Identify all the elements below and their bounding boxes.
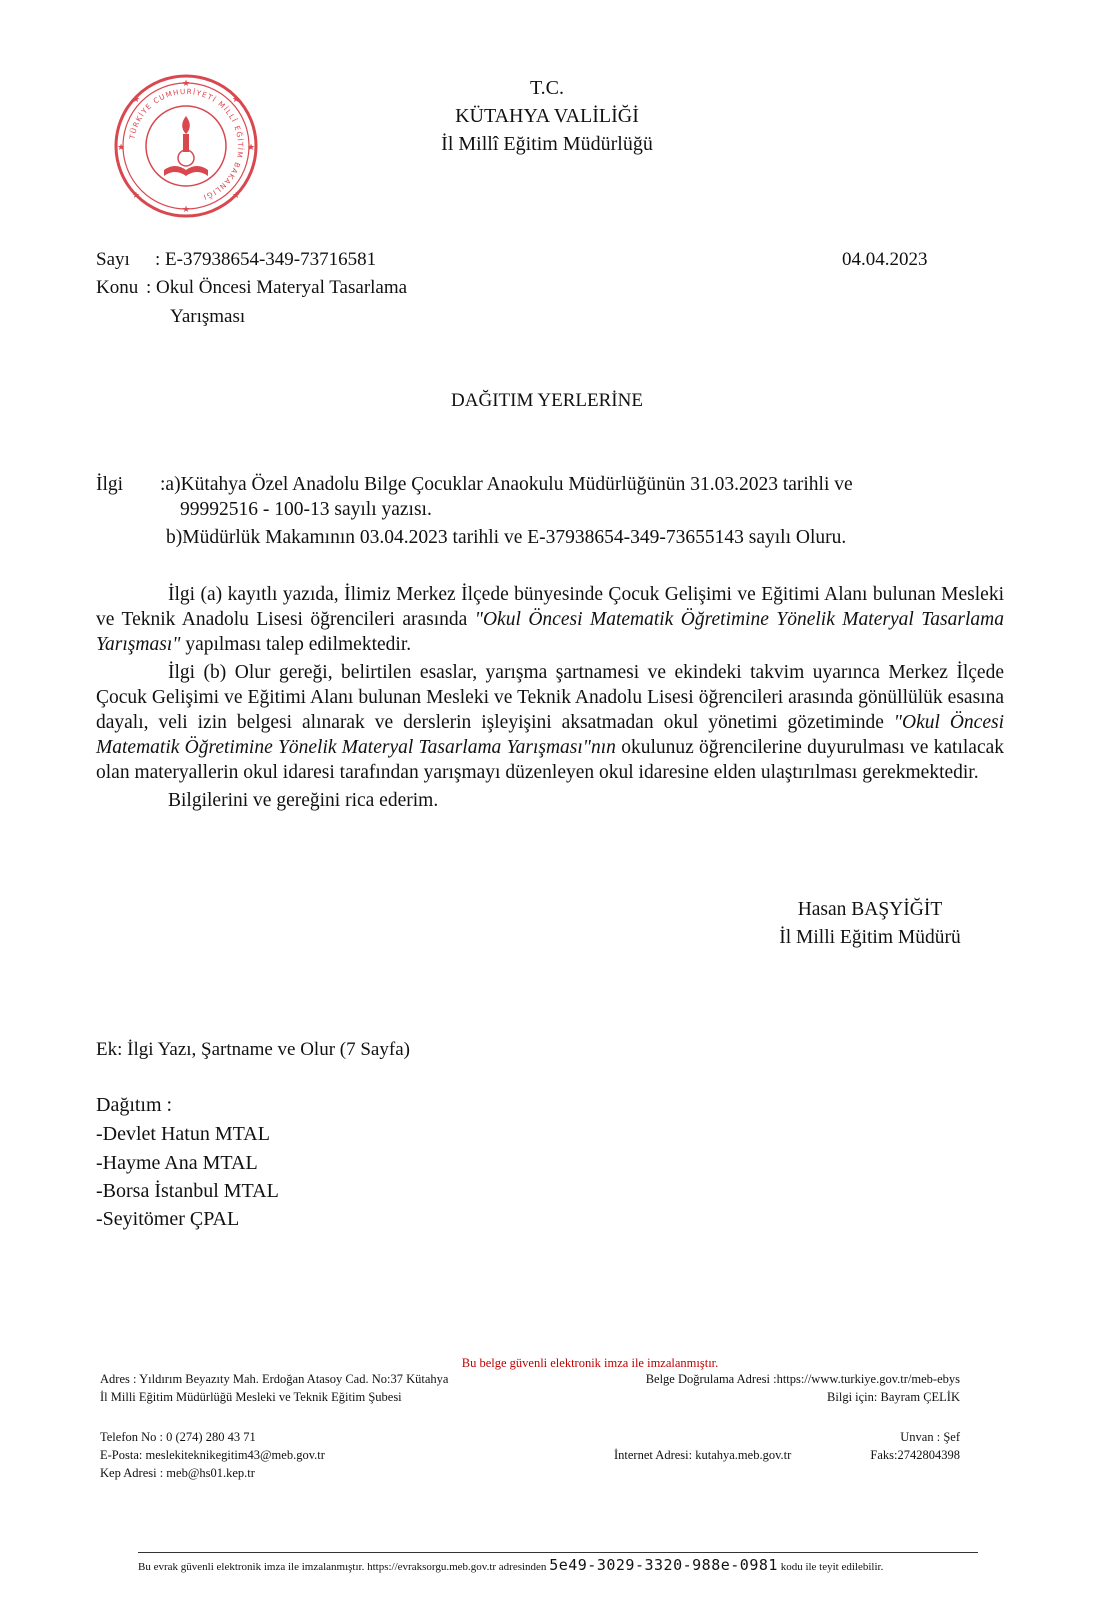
letter-body	[96, 582, 1004, 813]
svg-text:★: ★	[132, 95, 141, 105]
signatory-title: İl Milli Eğitim Müdürü	[779, 927, 961, 948]
header-tc: T.C.	[529, 77, 565, 99]
recipient-heading: DAĞITIM YERLERİNE	[451, 390, 643, 411]
sayi-value: : E-37938654-349-73716581	[155, 249, 377, 270]
seal-text: TÜRKİYE CUMHURİYETİ MİLLÎ EĞİTİM BAKANLIĞI	[127, 86, 246, 203]
footer-fax: Faks:2742804398	[870, 1448, 960, 1462]
verification-line	[138, 1556, 883, 1576]
distribution-item: -Borsa İstanbul MTAL	[96, 1180, 279, 1202]
body-paragraph-3: Bilgilerini ve gereğini rica ederim.	[168, 790, 439, 811]
svg-text:★: ★	[182, 205, 191, 215]
signatory-name: Hasan BAŞYİĞİT	[797, 899, 943, 920]
svg-text:★: ★	[247, 143, 256, 153]
esign-notice: Bu belge güvenli elektronik imza ile imzalanmıştır.	[461, 1356, 719, 1370]
ilgi-label: İlgi	[96, 474, 124, 495]
footer-verify-address: Belge Doğrulama Adresi :https://www.turkiye.gov.tr/meb-ebys	[645, 1372, 960, 1386]
footer-info-contact: Bilgi için: Bayram ÇELİK	[827, 1390, 960, 1404]
svg-text:★: ★	[182, 79, 191, 89]
svg-text:★: ★	[232, 191, 241, 201]
footer-address-line1: Adres : Yıldırım Beyazıty Mah. Erdoğan Atasoy Cad. No:37 Kütahya	[100, 1372, 449, 1386]
ilgi-a-line1: :a)Kütahya Özel Anadolu Bilge Çocuklar Anaokulu Müdürlüğünün 31.03.2023 tarihli ve	[160, 474, 853, 495]
konu-label: Konu	[96, 277, 139, 298]
svg-text:★: ★	[232, 95, 241, 105]
konu-line1: : Okul Öncesi Materyal Tasarlama	[146, 277, 408, 298]
footer-address-line2: İl Milli Eğitim Müdürlüğü Mesleki ve Teknik Eğitim Şubesi	[100, 1390, 402, 1404]
body-paragraph-2: İlgi (b) Olur gereği, belirtilen esaslar, yarışma şartnamesi ve ekindeki takvim uyarınca Merkez İlçede Çocuk Gelişimi ve Eğitimi Alanı bulunan Mesleki ve Teknik Anadolu Lisesi öğrencileri arasında gönüllülük esasına dayalı, veli izin belgesi alınarak ve derslerin işleyişini aksatmadan okul yönetimi gözetiminde "Okul Öncesi Matematik Öğretimine Yönelik Materyal Tasarlama Yarışması"nın okulunuz öğrencilerine duyurulması ve katılacak olan materyallerin okul idaresi tarafından yarışmayı düzenleyen okul idaresine elden ulaştırılması gerekmektedir.	[96, 662, 1005, 783]
distribution-label: Dağıtım :	[96, 1094, 173, 1116]
distribution-item: -Seyitömer ÇPAL	[96, 1208, 240, 1230]
distribution-item: -Devlet Hatun MTAL	[96, 1123, 270, 1145]
footer-kep: Kep Adresi : meb@hs01.kep.tr	[100, 1466, 255, 1480]
ilgi-b-line: b)Müdürlük Makamının 03.04.2023 tarihli ve E-37938654-349-73655143 sayılı Oluru.	[166, 527, 847, 548]
footer-phone: Telefon No : 0 (274) 280 43 71	[100, 1430, 256, 1444]
sayi-label: Sayı	[96, 249, 130, 270]
attachment-note: Ek: İlgi Yazı, Şartname ve Olur (7 Sayfa)	[96, 1039, 410, 1060]
konu-line2: Yarışması	[170, 306, 246, 327]
verification-suffix: kodu ile teyit edilebilir.	[780, 1561, 884, 1573]
header-directorate: İl Millî Eğitim Müdürlüğü	[441, 133, 653, 155]
verification-prefix: Bu evrak güvenli elektronik imza ile imzalanmıştır. https://evraksorgu.meb.gov.tr adresinden	[138, 1561, 547, 1573]
footer-email: E-Posta: meslekiteknikegitim43@meb.gov.tr	[100, 1448, 325, 1462]
footer-title: Unvan : Şef	[900, 1430, 960, 1444]
footer-internet: İnternet Adresi: kutahya.meb.gov.tr	[614, 1448, 792, 1462]
document-date: 04.04.2023	[842, 249, 928, 270]
ilgi-a-line2: 99992516 - 100-13 sayılı yazısı.	[180, 499, 432, 520]
body-paragraph-1: İlgi (a) kayıtlı yazıda, İlimiz Merkez İlçede bünyesinde Çocuk Gelişimi ve Eğitimi Alanı bulunan Mesleki ve Teknik Anadolu Lisesi öğrencileri arasında "Okul Öncesi Matematik Öğretimine Yönelik Materyal Tasarlama Yarışması" yapılması talep edilmektedir.	[96, 584, 1004, 655]
svg-text:★: ★	[117, 143, 126, 153]
svg-text:★: ★	[132, 191, 141, 201]
distribution-item: -Hayme Ana MTAL	[96, 1152, 258, 1174]
verification-code: 5e49-3029-3320-988e-0981	[549, 1556, 778, 1574]
header-governorship: KÜTAHYA VALİLİĞİ	[455, 105, 639, 127]
footer-divider	[138, 1552, 978, 1553]
